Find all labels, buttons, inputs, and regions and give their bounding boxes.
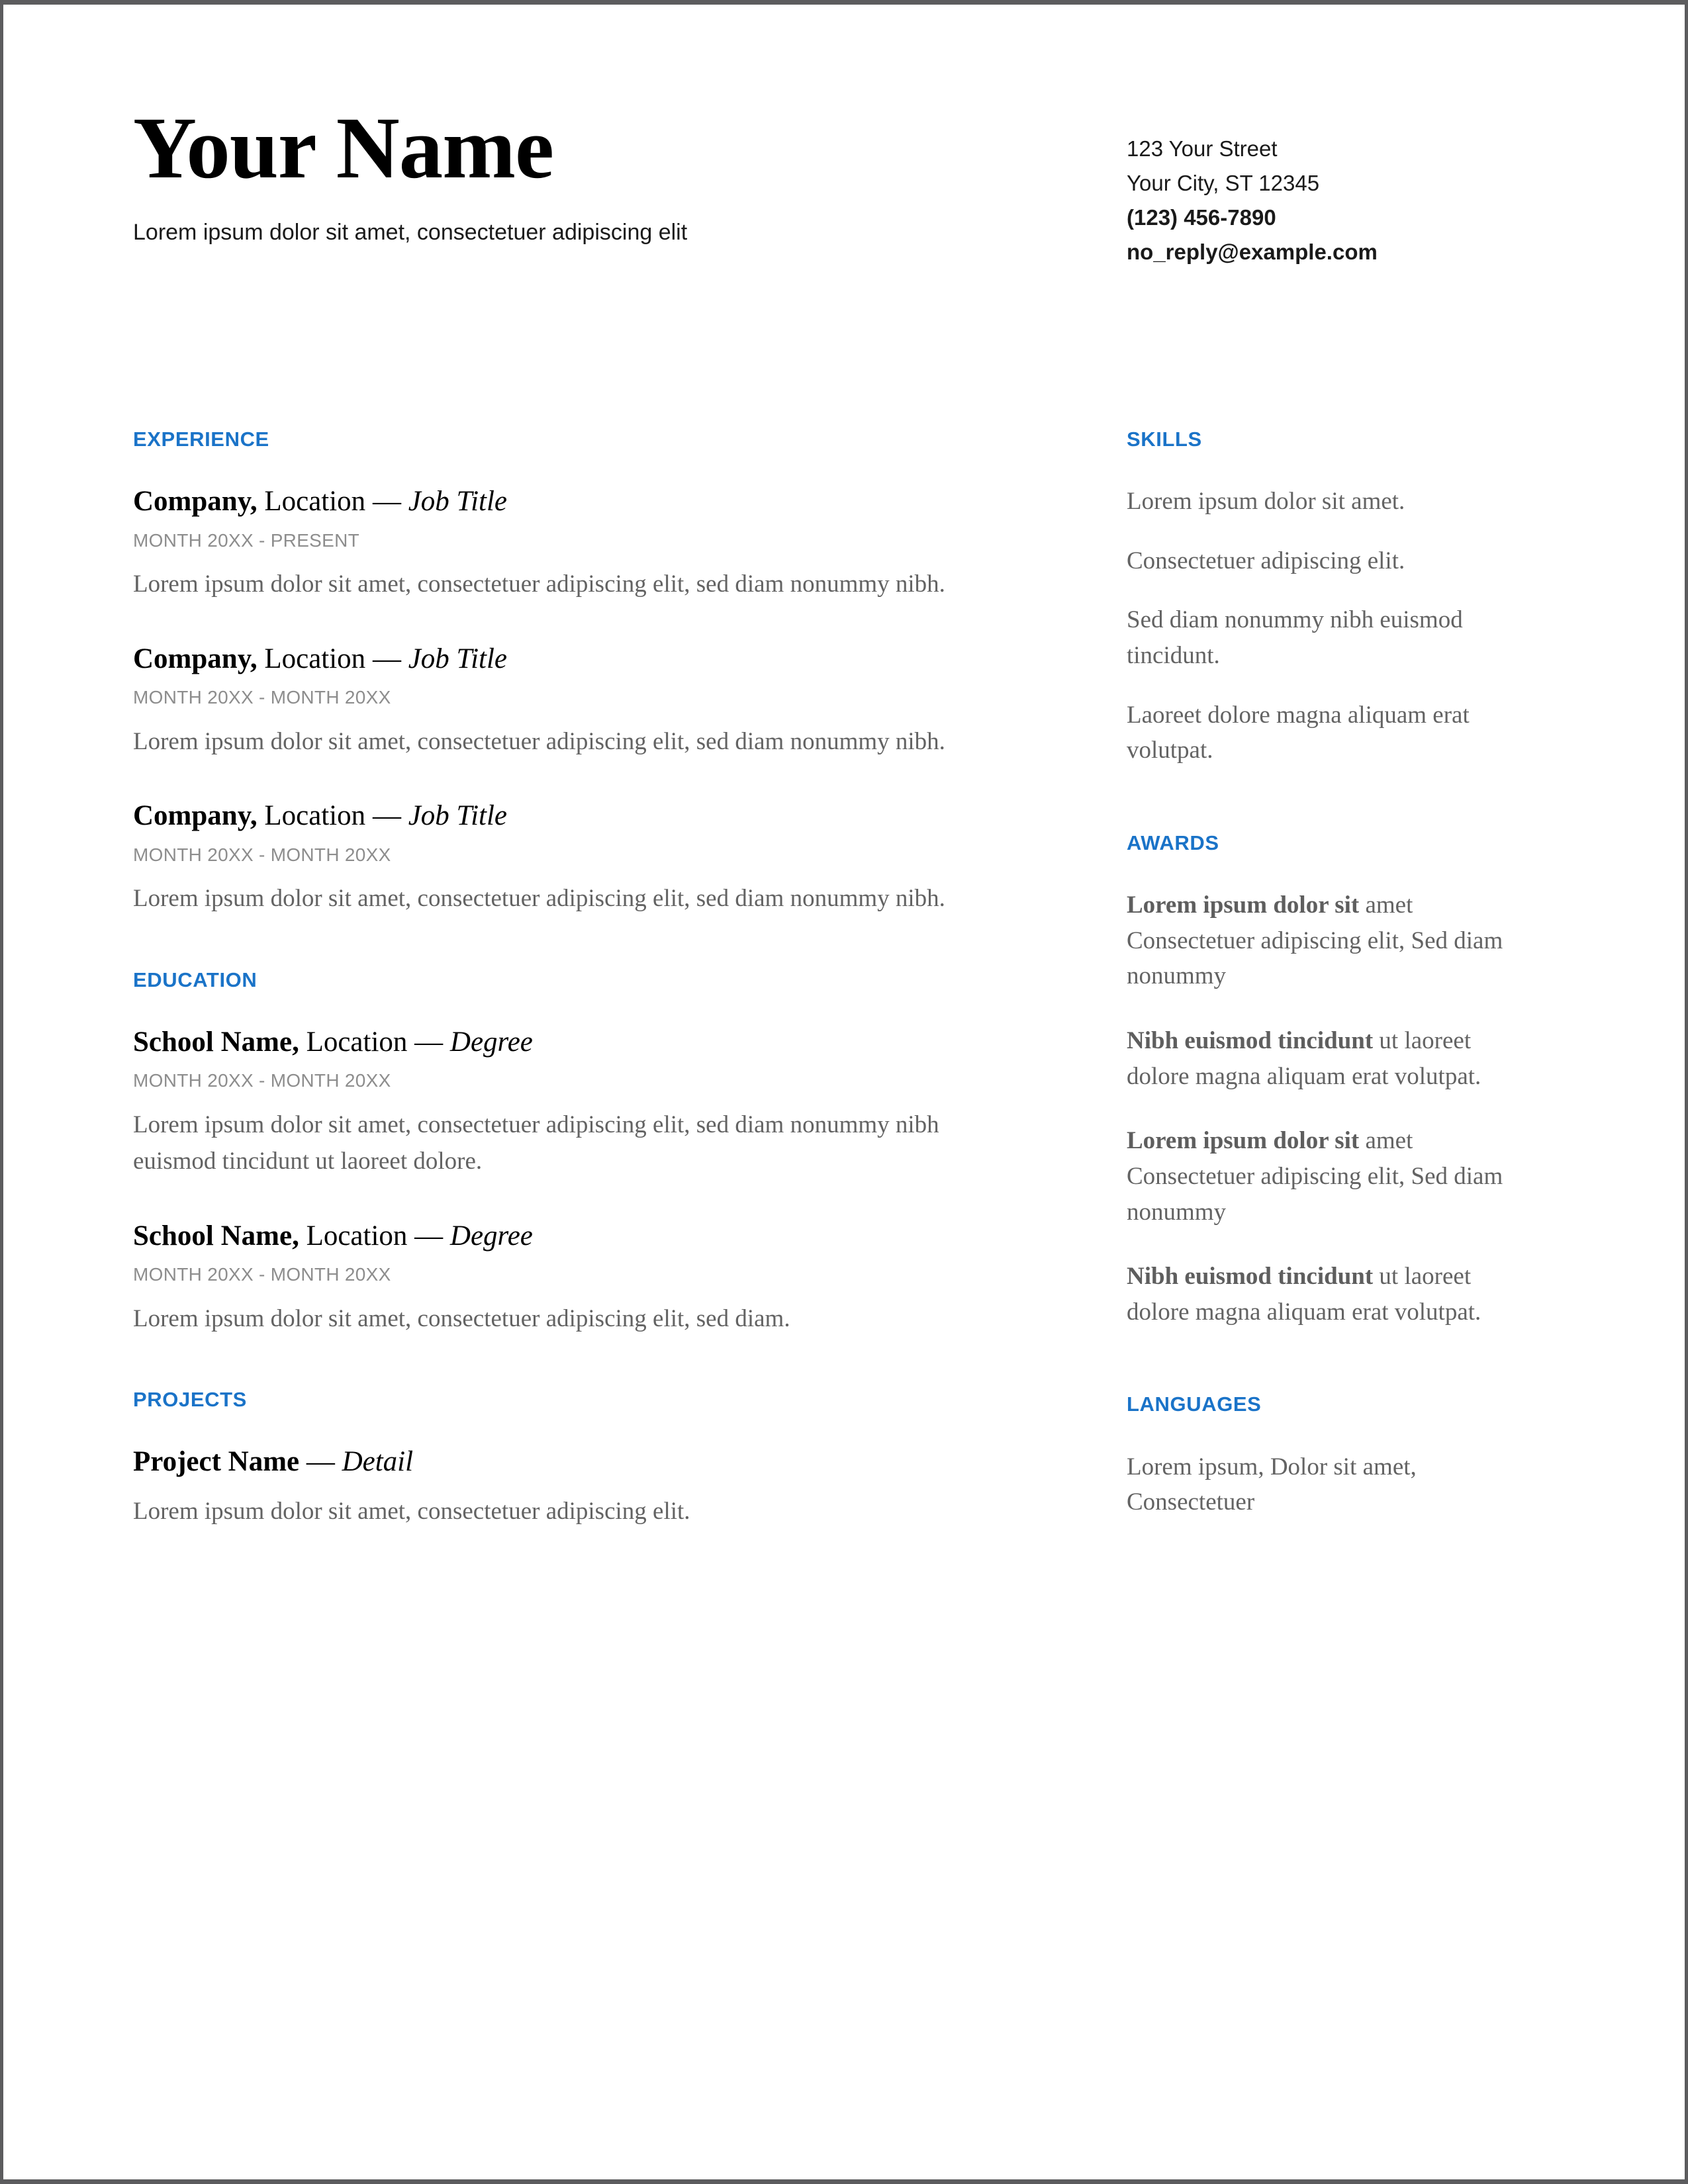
entry-location: Location — [306, 1026, 408, 1058]
skill-item: Sed diam nonummy nibh euismod tincidunt. — [1127, 606, 1463, 670]
right-column — [1127, 428, 1511, 1520]
entry-role: Detail — [342, 1446, 414, 1478]
award-text — [1127, 1123, 1511, 1230]
award-text — [1127, 887, 1511, 994]
language-item: Lorem ipsum, Dolor sit amet, Consectetuer — [1127, 1453, 1417, 1516]
entry-role: Job Title — [408, 643, 507, 674]
page-title: Your Name — [133, 99, 554, 197]
entry-description: Lorem ipsum dolor sit amet, consectetuer adipiscing elit, sed diam nonummy nibh. — [133, 727, 945, 755]
award-rest: ut laoreet dolore magna aliquam erat volutpat. — [1127, 1026, 1481, 1090]
entry-description: Lorem ipsum dolor sit amet, consectetuer adipiscing elit, sed diam nonummy nibh euismod tincidunt ut laoreet dolore. — [133, 1111, 939, 1175]
entry-description: Lorem ipsum dolor sit amet, consectetuer adipiscing elit, sed diam. — [133, 1304, 790, 1332]
award-lead: Nibh euismod tincidunt — [1127, 1263, 1374, 1291]
award-item — [1127, 854, 1511, 994]
award-item — [1127, 1094, 1511, 1230]
entry-dates: MONTH 20XX - MONTH 20XX — [133, 1264, 391, 1285]
award-text — [1127, 1023, 1511, 1094]
entry-org: Company, — [133, 800, 258, 832]
entry-dash: — — [306, 1446, 335, 1478]
entry-org: School Name, — [133, 1220, 299, 1251]
entry-dates: MONTH 20XX - MONTH 20XX — [133, 687, 391, 708]
experience-entry — [133, 643, 957, 760]
contact-block — [1127, 132, 1590, 269]
entry-description: Lorem ipsum dolor sit amet, consectetuer adipiscing elit, sed diam nonummy nibh. — [133, 570, 945, 598]
section-heading-experience: EXPERIENCE — [133, 428, 269, 451]
section-projects — [133, 1388, 957, 1529]
contact-street: 123 Your Street — [1127, 136, 1278, 161]
entry-role: Job Title — [408, 800, 507, 832]
entry-org: Project Name — [133, 1446, 300, 1478]
entry-location: Location — [264, 643, 366, 674]
entry-dash: — — [372, 486, 401, 518]
section-languages — [1127, 1393, 1511, 1520]
entry-dates: MONTH 20XX - MONTH 20XX — [133, 844, 391, 865]
header-tagline: Lorem ipsum dolor sit amet, consectetuer adipiscing elit — [133, 220, 688, 245]
education-entry — [133, 1220, 957, 1338]
experience-entry — [133, 485, 957, 603]
education-entry — [133, 1026, 957, 1180]
section-heading-awards: AWARDS — [1127, 831, 1219, 854]
entry-dash: — — [372, 643, 401, 674]
entry-role: Job Title — [408, 486, 507, 518]
entry-description: Lorem ipsum dolor sit amet, consectetuer adipiscing elit, sed diam nonummy nibh. — [133, 885, 945, 913]
award-item — [1127, 994, 1511, 1094]
entry-dash: — — [372, 800, 401, 832]
entry-title — [133, 1026, 957, 1058]
entry-location: Location — [264, 486, 366, 518]
left-column — [133, 428, 957, 1529]
header-identity-block — [133, 99, 961, 247]
award-item — [1127, 1230, 1511, 1330]
entry-title — [133, 1445, 957, 1478]
entry-title — [133, 485, 957, 518]
section-heading-skills: SKILLS — [1127, 428, 1202, 451]
entry-location: Location — [306, 1220, 408, 1251]
resume-header — [3, 99, 1685, 322]
section-heading-projects: PROJECTS — [133, 1388, 247, 1412]
experience-entry — [133, 799, 957, 917]
page-content — [3, 5, 1685, 2179]
entry-org: School Name, — [133, 1026, 299, 1058]
skill-item: Laoreet dolore magna aliquam erat volutpat. — [1127, 701, 1470, 764]
award-lead: Lorem ipsum dolor sit — [1127, 891, 1360, 919]
section-skills — [1127, 428, 1511, 768]
entry-title — [133, 1220, 957, 1252]
contact-city-state-zip: Your City, ST 12345 — [1127, 171, 1320, 195]
entry-role: Degree — [449, 1026, 533, 1058]
award-lead: Nibh euismod tincidunt — [1127, 1026, 1374, 1054]
section-heading-languages: LANGUAGES — [1127, 1392, 1262, 1416]
award-rest: amet Consectetuer adipiscing elit, Sed diam nonummy — [1127, 891, 1503, 990]
contact-phone[interactable]: (123) 456-7890 — [1127, 205, 1276, 230]
section-education — [133, 969, 957, 1338]
section-awards — [1127, 832, 1511, 1330]
entry-dates: MONTH 20XX - MONTH 20XX — [133, 1070, 391, 1091]
skill-item: Consectetuer adipiscing elit. — [1127, 547, 1405, 574]
award-rest: ut laoreet dolore magna aliquam erat volutpat. — [1127, 1263, 1481, 1326]
project-entry — [133, 1445, 957, 1529]
entry-dates: MONTH 20XX - PRESENT — [133, 529, 360, 551]
section-experience — [133, 428, 957, 917]
entry-dash: — — [414, 1220, 444, 1251]
award-rest: amet Consectetuer adipiscing elit, Sed diam nonummy — [1127, 1127, 1503, 1226]
entry-title — [133, 799, 957, 832]
entry-description: Lorem ipsum dolor sit amet, consectetuer adipiscing elit. — [133, 1497, 690, 1525]
entry-role: Degree — [449, 1220, 533, 1251]
skill-item: Lorem ipsum dolor sit amet. — [1127, 488, 1405, 516]
award-lead: Lorem ipsum dolor sit — [1127, 1127, 1360, 1155]
contact-email[interactable]: no_reply@example.com — [1127, 240, 1378, 264]
entry-dash: — — [414, 1026, 444, 1058]
section-heading-education: EDUCATION — [133, 968, 258, 991]
award-text — [1127, 1259, 1511, 1330]
entry-org: Company, — [133, 486, 258, 518]
entry-org: Company, — [133, 643, 258, 674]
entry-location: Location — [264, 800, 366, 832]
entry-title — [133, 643, 957, 675]
